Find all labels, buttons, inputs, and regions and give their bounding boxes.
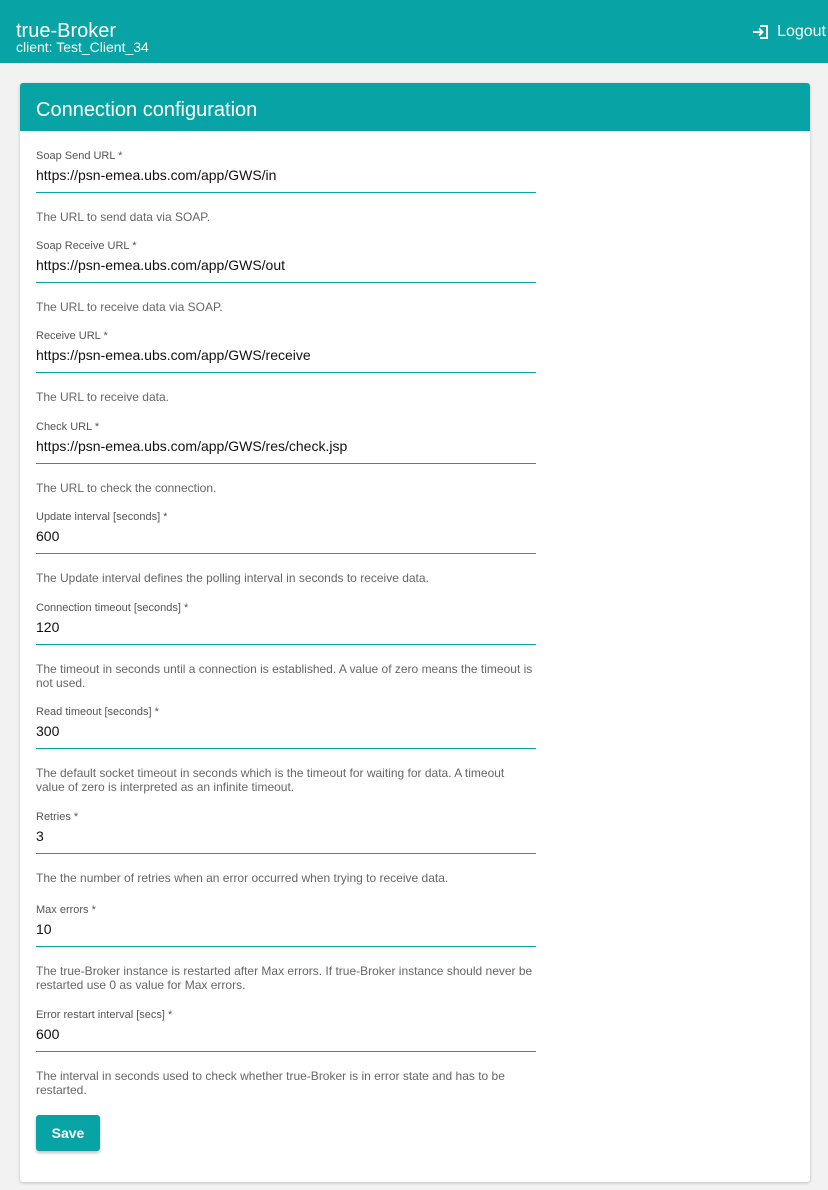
field-label: Connection timeout [seconds] * (36, 602, 189, 614)
field-hint: The URL to send data via SOAP. (36, 210, 211, 224)
field-label: Soap Send URL * (36, 150, 123, 162)
field-label: Error restart interval [secs] * (36, 1009, 173, 1021)
logout-icon (751, 22, 771, 42)
error-restart-interval-input[interactable] (36, 1022, 536, 1052)
update-interval-input[interactable] (36, 524, 536, 554)
receive-url-field (36, 330, 536, 404)
read-timeout-field (36, 706, 536, 794)
field-label: Soap Receive URL * (36, 240, 137, 252)
field-hint: The URL to receive data via SOAP. (36, 300, 223, 314)
logout-label: Logout (777, 23, 826, 40)
top-app-bar (0, 0, 828, 63)
field-hint: The interval in seconds used to check whether true-Broker is in error state and has to be restarted. (36, 1069, 505, 1097)
retries-input[interactable] (36, 824, 536, 854)
field-label: Check URL * (36, 421, 100, 433)
soap-send-url-input[interactable] (36, 163, 536, 193)
field-label: Update interval [seconds] * (36, 511, 168, 523)
read-timeout-input[interactable] (36, 719, 536, 749)
save-button[interactable]: Save (36, 1115, 100, 1151)
check-url-input[interactable] (36, 434, 536, 464)
field-label: Max errors * (36, 904, 96, 916)
card-header (20, 83, 810, 131)
field-label: Retries * (36, 811, 79, 823)
retries-field (36, 811, 536, 885)
field-hint: The URL to receive data. (36, 390, 169, 404)
max-errors-input[interactable] (36, 917, 536, 947)
field-label: Read timeout [seconds] * (36, 706, 159, 718)
app-title: true-Broker (16, 20, 117, 42)
connection-timeout-input[interactable] (36, 615, 536, 645)
field-hint: The default socket timeout in seconds which is the timeout for waiting for data. A timeout value of zero is interpreted as an infinite timeout. (36, 766, 505, 794)
soap-receive-url-field (36, 240, 536, 314)
update-interval-field (36, 511, 536, 585)
receive-url-input[interactable] (36, 343, 536, 373)
field-hint: The Update interval defines the polling interval in seconds to receive data. (36, 571, 429, 585)
connection-config-card (20, 83, 810, 1182)
card-title: Connection configuration (36, 99, 258, 121)
soap-send-url-field (36, 150, 536, 224)
soap-receive-url-input[interactable] (36, 253, 536, 283)
field-label: Receive URL * (36, 330, 108, 342)
max-errors-field (36, 904, 536, 992)
connection-timeout-field (36, 602, 536, 690)
field-hint: The the number of retries when an error occurred when trying to receive data. (36, 871, 449, 885)
field-hint: The URL to check the connection. (36, 481, 217, 495)
client-name: client: Test_Client_34 (16, 39, 149, 55)
field-hint: The true-Broker instance is restarted after Max errors. If true-Broker instance should never be restarted use 0 as value for Max errors. (36, 964, 533, 992)
check-url-field (36, 421, 536, 495)
field-hint: The timeout in seconds until a connection is established. A value of zero means the timeout is not used. (36, 662, 533, 690)
error-restart-interval-field (36, 1009, 536, 1097)
logout-button[interactable] (751, 21, 826, 43)
